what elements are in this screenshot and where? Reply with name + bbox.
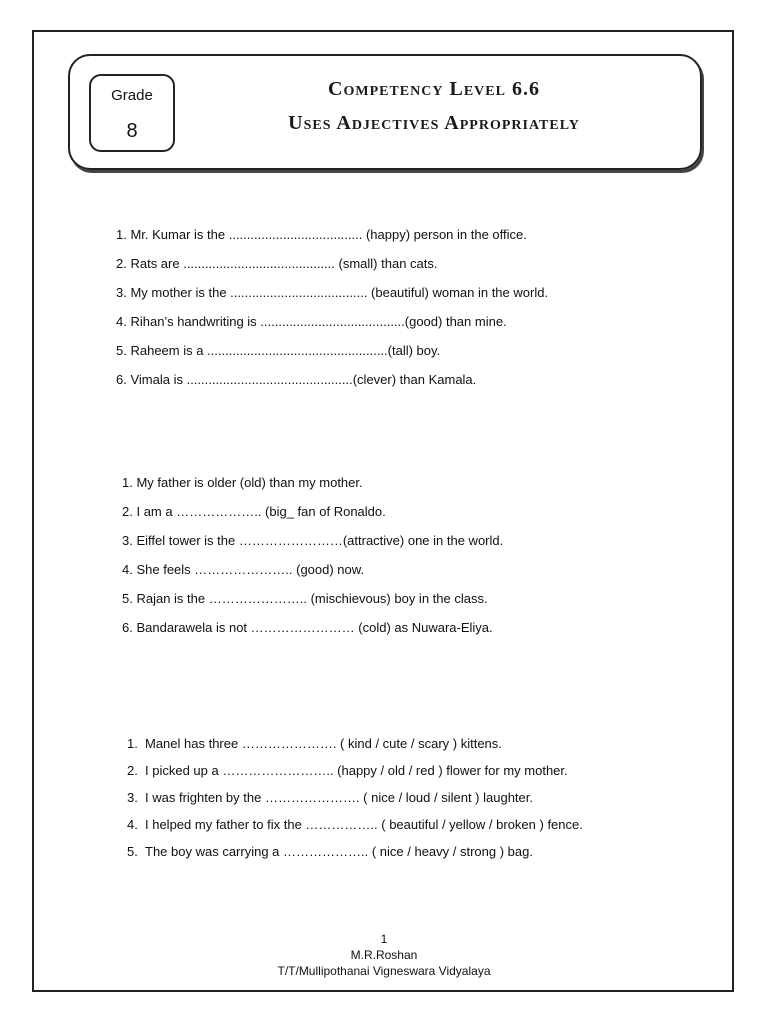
grade-label: Grade	[111, 87, 153, 104]
item-number: 5.	[122, 591, 133, 606]
item-text: I picked up a …………………….. (happy / old / red ) flower for my mother.	[145, 763, 568, 778]
item-text: Bandarawela is not …………………… (cold) as Nuwara-Eliya.	[136, 620, 493, 635]
page-number: 1	[380, 932, 388, 946]
item-text: Rats are .......................................... (small) than cats.	[130, 256, 438, 271]
item-text: I was frighten by the …………………. ( nice / loud / silent ) laughter.	[145, 790, 533, 805]
list-item	[116, 343, 440, 359]
list-item	[127, 817, 583, 833]
author-name: M.R.Roshan	[350, 948, 418, 962]
list-item	[127, 736, 502, 752]
school-name: T/T/Mullipothanai Vigneswara Vidyalaya	[277, 964, 491, 978]
item-number: 1.	[122, 475, 133, 490]
item-text: The boy was carrying a ……………….. ( nice / heavy / strong ) bag.	[145, 844, 533, 859]
list-item	[122, 533, 503, 549]
item-number: 4.	[127, 817, 138, 832]
item-number: 6.	[122, 620, 133, 635]
grade-box	[89, 74, 175, 152]
list-item	[116, 227, 527, 243]
item-number: 4.	[116, 314, 127, 329]
competency-title: Competency Level 6.6	[328, 78, 540, 100]
item-number: 2.	[127, 763, 138, 778]
list-item	[122, 504, 386, 520]
item-number: 1.	[127, 736, 138, 751]
item-number: 3.	[127, 790, 138, 805]
list-item	[122, 562, 364, 578]
item-number: 4.	[122, 562, 133, 577]
item-text: Mr. Kumar is the ..................................... (happy) person in the office.	[130, 227, 527, 242]
grade-value: 8	[126, 120, 138, 142]
item-text: Rajan is the ………………….. (mischievous) boy in the class.	[136, 591, 488, 606]
list-item	[122, 475, 363, 491]
item-text: Raheem is a ..................................................(tall) boy.	[130, 343, 441, 358]
item-text: She feels ………………….. (good) now.	[136, 562, 365, 577]
list-item	[127, 844, 533, 860]
list-item	[116, 314, 507, 330]
item-number: 5.	[116, 343, 127, 358]
item-text: Vimala is ..............................................(clever) than Kamala.	[130, 372, 477, 387]
list-item	[127, 790, 533, 806]
list-item	[127, 763, 568, 779]
list-item	[116, 285, 548, 301]
item-text: Manel has three …………………. ( kind / cute / scary ) kittens.	[145, 736, 502, 751]
list-item	[116, 372, 476, 388]
item-number: 2.	[116, 256, 127, 271]
list-item	[122, 591, 488, 607]
item-number: 3.	[122, 533, 133, 548]
item-number: 1.	[116, 227, 127, 242]
item-text: Eiffel tower is the ……………………(attractive) one in the world.	[136, 533, 504, 548]
list-item	[116, 256, 438, 272]
item-number: 2.	[122, 504, 133, 519]
item-text: I am a ……………….. (big_ fan of Ronaldo.	[136, 504, 386, 519]
competency-subtitle: Uses Adjectives Appropriately	[288, 112, 580, 134]
item-text: Rihan’s handwriting is ........................................(good) than mine.	[130, 314, 507, 329]
item-text: My father is older (old) than my mother.	[136, 475, 363, 490]
item-text: I helped my father to fix the …………….. ( beautiful / yellow / broken ) fence.	[145, 817, 583, 832]
item-number: 6.	[116, 372, 127, 387]
item-text: My mother is the ...................................... (beautiful) woman in the world.	[130, 285, 549, 300]
item-number: 3.	[116, 285, 127, 300]
item-number: 5.	[127, 844, 138, 859]
list-item	[122, 620, 493, 636]
